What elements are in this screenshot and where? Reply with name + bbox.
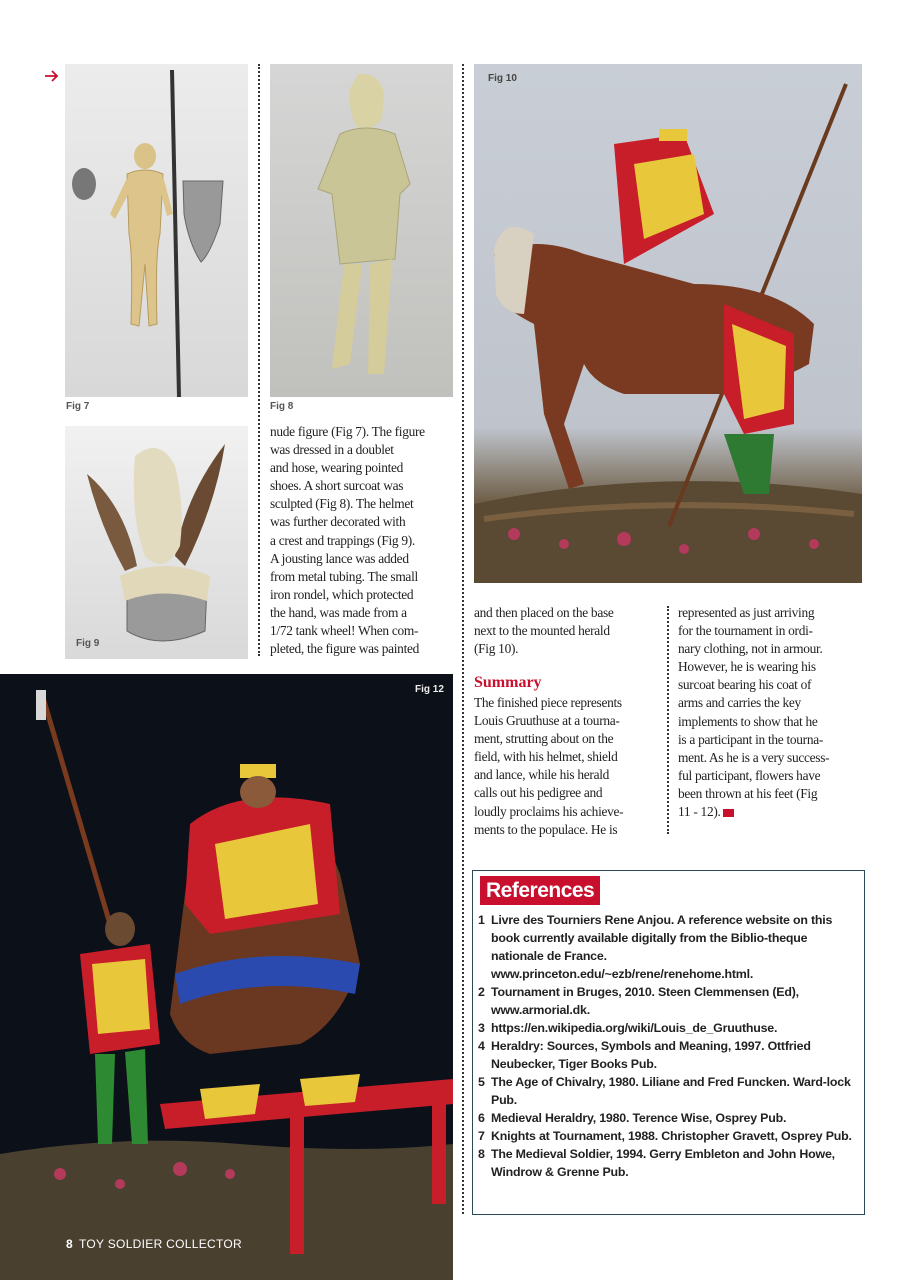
column-divider [462,64,464,1214]
summary-text [474,694,664,839]
fig8-photo [270,64,453,397]
text-line: is a participant in the tourna- [678,731,824,747]
magazine-name: TOY SOLDIER COLLECTOR [78,1237,242,1251]
reference-text: Medieval Heraldry, 1980. Terence Wise, Osprey Pub. [491,1111,787,1125]
text-line: for the tournament in ordi- [678,623,813,639]
text-line: and lance, while his herald [474,767,610,783]
reference-number: 1 [478,913,485,927]
column4-text [678,604,868,821]
text-line: sculpted (Fig 8). The helmet [270,496,414,512]
references-box [472,870,865,1215]
reference-number: 8 [478,1147,485,1161]
text-line: loudly proclaims his achieve- [474,803,624,819]
reference-number: 7 [478,1129,485,1143]
reference-text: Tournament in Bruges, 2010. Steen Clemmensen (Ed), www.armorial.dk. [491,985,799,1017]
fig9-caption: Fig 9 [76,638,100,649]
text-line: from metal tubing. The small [270,568,418,584]
text-line: next to the mounted herald [474,623,610,639]
reference-item [478,1037,858,1073]
text-line: implements to show that he [678,713,818,729]
reference-text: Livre des Tourniers Rene Anjou. A reference website on this book currently available digitally from the Biblio-theque nationale de France. www.princeton.edu/~ezb/rene/renehome.html. [491,913,833,981]
column-divider [667,606,669,834]
reference-item [478,983,858,1019]
fig7-caption: Fig 7 [66,401,90,412]
reference-item [478,1109,858,1127]
reference-number: 5 [478,1075,485,1089]
references-title: References [480,876,600,905]
reference-item [478,1127,858,1145]
references-list [478,911,858,1181]
text-line: A jousting lance was added [270,550,409,566]
summary-heading: Summary [474,674,542,691]
reference-text: Heraldry: Sources, Symbols and Meaning, 1997. Ottfried Neubecker, Tiger Books Pub. [491,1039,811,1071]
text-line: ment, strutting about on the [474,731,614,747]
fig12-caption: Fig 12 [415,684,444,695]
reference-text: https://en.wikipedia.org/wiki/Louis_de_Gruuthuse. [491,1021,778,1035]
text-line: nude figure (Fig 7). The figure [270,424,425,439]
text-line: the hand, was made from a [270,604,407,620]
column-divider [258,64,260,656]
text-line: and hose, wearing pointed [270,460,404,476]
text-line: ments to the populace. He is [474,821,618,837]
page-number: 8 [66,1237,73,1251]
text-line: arms and carries the key [678,695,801,711]
arrow-right-icon [44,69,60,83]
text-line: The finished piece represents [474,695,622,710]
reference-number: 2 [478,985,485,999]
text-line: was dressed in a doublet [270,442,394,458]
text-line: 11 - 12). [678,803,868,821]
reference-item [478,1073,858,1109]
end-mark-icon [723,809,734,817]
fig9-photo [65,426,248,659]
text-line: surcoat bearing his coat of [678,677,812,693]
reference-item [478,1145,858,1181]
page-footer [66,1237,242,1251]
text-line: iron rondel, which protected [270,586,414,602]
reference-number: 3 [478,1021,485,1035]
fig10-photo [474,64,862,583]
text-line: a crest and trappings (Fig 9). [270,532,415,548]
text-line: was further decorated with [270,514,406,530]
text-line: Louis Gruuthuse at a tourna- [474,713,620,729]
text-line: nary clothing, not in armour. [678,641,823,657]
text-line: and then placed on the base [474,605,614,620]
reference-item [478,1019,858,1037]
text-line: field, with his helmet, shield [474,749,618,765]
text-line: been thrown at his feet (Fig [678,785,818,801]
text-line: represented as just arriving [678,605,815,620]
text-line: However, he is wearing his [678,659,816,675]
text-line: 1/72 tank wheel! When com- [270,623,419,639]
reference-number: 6 [478,1111,485,1125]
reference-text: The Medieval Soldier, 1994. Gerry Embleton and John Howe, Windrow & Grenne Pub. [491,1147,835,1179]
reference-text: Knights at Tournament, 1988. Christopher Gravett, Osprey Pub. [491,1129,852,1143]
column2-text [270,423,455,658]
fig12-photo [0,674,453,1280]
text-line: ment. As he is a very success- [678,749,830,765]
reference-number: 4 [478,1039,485,1053]
text-line: ful participant, flowers have [678,767,821,783]
text-line: shoes. A short surcoat was [270,478,404,494]
fig7-photo [65,64,248,397]
fig10-caption: Fig 10 [488,73,517,84]
reference-text: The Age of Chivalry, 1980. Liliane and Fred Funcken. Ward-lock Pub. [491,1075,851,1107]
text-line: pleted, the figure was painted [270,641,420,657]
text-line: (Fig 10). [474,641,519,657]
reference-item [478,911,858,983]
fig8-caption: Fig 8 [270,401,294,412]
text-line: calls out his pedigree and [474,785,603,801]
column3-text [474,604,664,658]
